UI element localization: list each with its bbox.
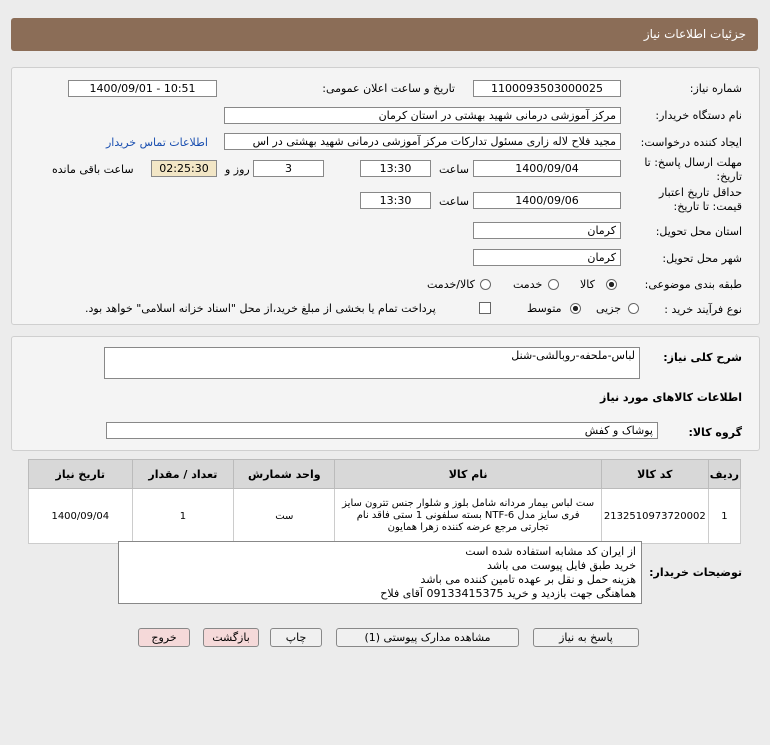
buyer-note-line: از ایران کد مشابه استفاده شده است <box>465 545 636 558</box>
reply-deadline-label: مهلت ارسال پاسخ: تا تاریخ: <box>644 156 742 183</box>
need-description-label: شرح کلی نیاز: <box>663 351 742 364</box>
quantity-cell: 1 <box>132 489 234 544</box>
goods-info-title: اطلاعات کالاهای مورد نیاز <box>600 391 742 404</box>
remaining-days-field: 3 <box>253 160 324 177</box>
buyer-org-label: نام دستگاه خریدار: <box>655 109 742 122</box>
need-date-cell: 1400/09/04 <box>29 489 133 544</box>
requester-label: ایجاد کننده درخواست: <box>640 136 742 149</box>
goods-code-cell: 2132510973720002 <box>601 489 708 544</box>
reply-time-label: ساعت <box>439 163 469 176</box>
exit-button[interactable]: خروج <box>138 628 190 647</box>
buyer-org-field: مرکز آموزشی درمانی شهید بهشتی در استان کرمان <box>224 107 621 124</box>
announce-datetime-field: 1400/09/01 - 10:51 <box>68 80 217 97</box>
category-goods-service-label: کالا/خدمت <box>427 278 475 291</box>
days-label: روز و <box>225 163 250 176</box>
validity-time-field: 13:30 <box>360 192 431 209</box>
province-label: استان محل تحویل: <box>655 225 742 238</box>
process-medium-radio[interactable] <box>570 303 581 314</box>
column-header: کد کالا <box>601 460 708 489</box>
goods-table <box>28 459 741 544</box>
buyer-notes-label: توضیحات خریدار: <box>649 566 742 579</box>
category-goods-label: کالا <box>580 278 595 291</box>
buyer-note-line: هزینه حمل و نقل بر عهده تامین کننده می باشد <box>420 573 636 586</box>
column-header: ردیف <box>708 460 740 489</box>
buyer-notes-box <box>118 541 642 604</box>
goods-group-label: گروه کالا: <box>688 426 742 439</box>
goods-group-field: پوشاک و کفش <box>106 422 658 439</box>
column-header: تعداد / مقدار <box>132 460 234 489</box>
category-goods-radio[interactable] <box>606 279 617 290</box>
treasury-payment-checkbox[interactable] <box>479 302 491 314</box>
table-row <box>29 489 741 544</box>
goods-name-cell: ست لباس بیمار مردانه شامل بلوز و شلوار جنس تترون سایز فری سایز مدل NTF-6 بسته سلفونی 1 ستی فاقد نام تجارتی مرجع عرضه کننده زهرا همایون <box>335 489 601 544</box>
city-field: کرمان <box>473 249 621 266</box>
unit-cell: ست <box>234 489 335 544</box>
need-description-field: لباس-ملحفه-روبالشی-شنل <box>104 347 640 379</box>
announce-datetime-label: تاریخ و ساعت اعلان عمومی: <box>322 82 455 95</box>
row-number-cell: 1 <box>708 489 740 544</box>
category-label: طبقه بندی موضوعی: <box>644 278 742 291</box>
back-button[interactable]: بازگشت <box>203 628 259 647</box>
buyer-contact-link[interactable]: اطلاعات تماس خریدار <box>106 136 208 149</box>
city-label: شهر محل تحویل: <box>662 252 742 265</box>
buyer-note-line: هماهنگی جهت بازدید و خرید 09133415375 آقای فلاح <box>380 587 636 600</box>
column-header: واحد شمارش <box>234 460 335 489</box>
print-button[interactable]: چاپ <box>270 628 322 647</box>
process-type-label: نوع فرآیند خرید : <box>664 303 742 316</box>
validity-time-label: ساعت <box>439 195 469 208</box>
column-header: تاریخ نیاز <box>29 460 133 489</box>
treasury-payment-note: پرداخت تمام یا بخشی از مبلغ خرید،از محل "اسناد خزانه اسلامی" خواهد بود. <box>85 302 436 315</box>
page-header <box>11 18 758 51</box>
process-medium-label: متوسط <box>527 302 562 315</box>
column-header: نام کالا <box>335 460 601 489</box>
reply-time-field: 13:30 <box>360 160 431 177</box>
validity-date-field: 1400/09/06 <box>473 192 621 209</box>
category-goods-service-radio[interactable] <box>480 279 491 290</box>
remaining-time-field: 02:25:30 <box>151 160 217 177</box>
reply-button[interactable]: پاسخ به نیاز <box>533 628 639 647</box>
category-service-radio[interactable] <box>548 279 559 290</box>
price-validity-label: حداقل تاریخ اعتبار قیمت: تا تاریخ: <box>658 186 742 213</box>
buyer-note-line: خرید طبق فایل پیوست می باشد <box>487 559 636 572</box>
reply-date-field: 1400/09/04 <box>473 160 621 177</box>
category-service-label: خدمت <box>513 278 543 291</box>
need-number-field: 1100093503000025 <box>473 80 621 97</box>
remaining-label: ساعت باقی مانده <box>52 163 134 176</box>
page-title: جزئیات اطلاعات نیاز <box>643 27 746 41</box>
process-minor-radio[interactable] <box>628 303 639 314</box>
need-number-label: شماره نیاز: <box>689 82 742 95</box>
view-attachments-button[interactable]: مشاهده مدارک پیوستی (1) <box>336 628 519 647</box>
requester-field: مجید فلاح لاله زاری مسئول تدارکات مرکز آموزشی درمانی شهید بهشتی در اس <box>224 133 621 150</box>
province-field: کرمان <box>473 222 621 239</box>
process-minor-label: جزیی <box>596 302 622 315</box>
